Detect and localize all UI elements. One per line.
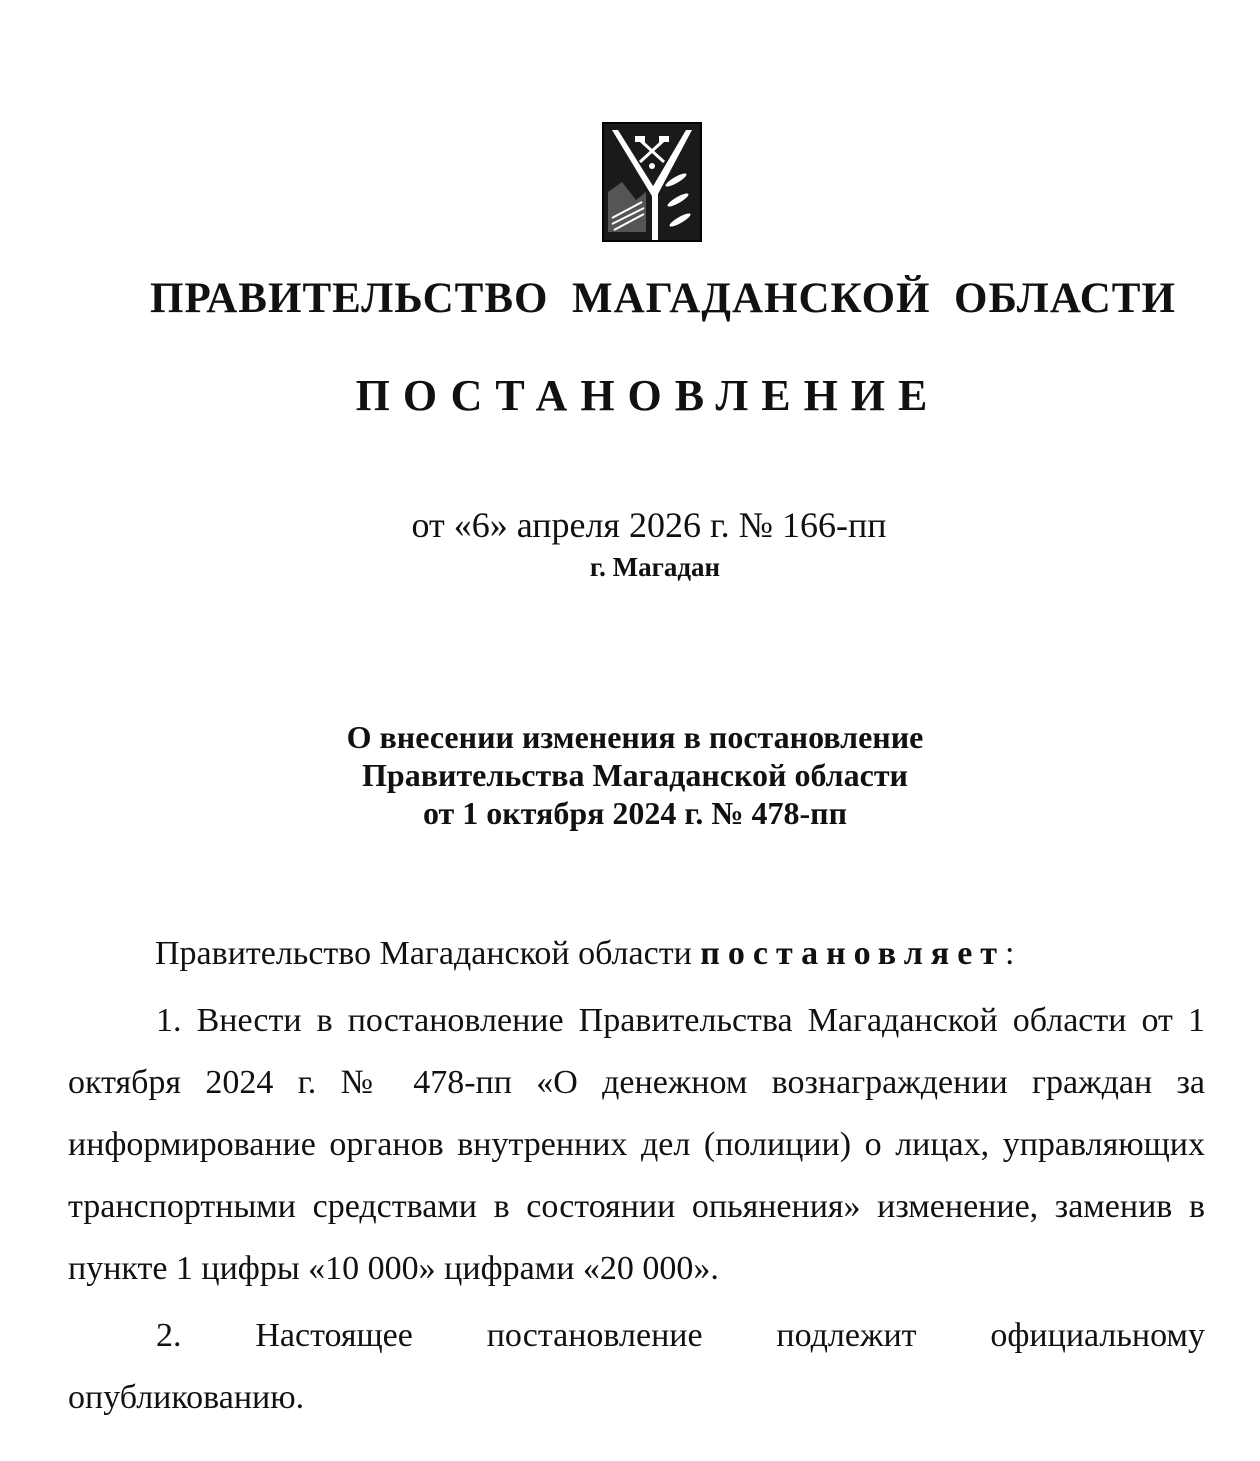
paragraph-2-word: Настоящее [255,1317,413,1354]
paragraph-2-word: подлежит [776,1317,917,1354]
subject-line: Правительства Магаданской области [362,757,908,793]
paragraph-2-word: постановление [486,1317,703,1354]
document-date-number: от «6» апреля 2026 г. № 166-пп [411,505,887,545]
paragraph-1: 1. Внести в постановление Правительства Магаданской области от 1 октября 2024 г. № 478-пп «О денежном вознаграждении граждан за информирование органов внутренних дел (полиции) о лицах, управляющих транспортными средствами в состоянии опьянения» изменение, заменив в пункте 1 цифры «10 000» цифрами «20 000». [68,1002,1205,1287]
paragraph-2-word: официальному [990,1317,1205,1354]
preamble-colon: : [1004,935,1015,972]
paragraph-2 [68,1305,1205,1429]
government-title: ПРАВИТЕЛЬСТВО МАГАДАНСКОЙ ОБЛАСТИ [150,275,1176,322]
preamble [155,935,1215,973]
subject-line: от 1 октября 2024 г. № 478-пп [422,795,848,831]
paragraph-2-line [68,1305,1205,1367]
document-city: г. Магадан [589,552,721,582]
paragraph-2-word: 2. [156,1317,182,1354]
paragraph-2-line [68,1367,1205,1429]
subject-line: О внесении изменения в постановление [346,719,924,755]
coat-of-arms-emblem [602,122,702,242]
document-subject [0,718,1260,832]
document-type: ПОСТАНОВЛЕНИЕ [355,371,941,420]
preamble-action: постановляет [700,935,1005,972]
paragraph-2-end: опубликованию. [68,1379,305,1416]
coat-of-arms-icon [602,122,702,242]
preamble-text: Правительство Магаданской области [155,935,701,972]
